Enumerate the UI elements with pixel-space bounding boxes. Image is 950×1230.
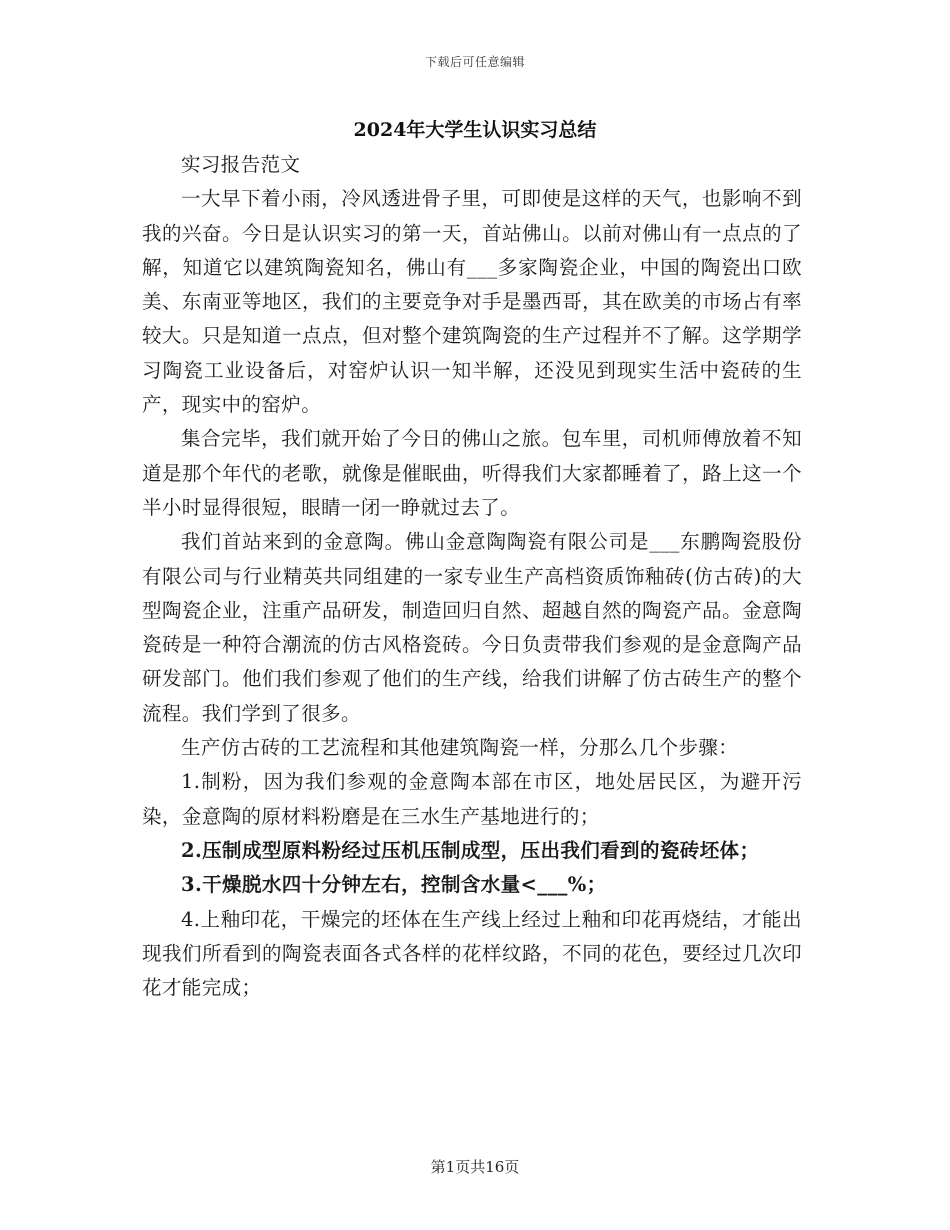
paragraph: 一大早下着小雨，冷风透进骨子里，可即使是这样的天气，也影响不到我的兴奋。今日是认识实习的第一天，首站佛山。以前对佛山有一点点的了解，知道它以建筑陶瓷知名，佛山有___多家陶瓷企业，中国的陶瓷出口欧美、东南亚等地区，我们的主要竞争对手是墨西哥，其在欧美的市场占有率较大。只是知道一点点，但对整个建筑陶瓷的生产过程并不了解。这学期学习陶瓷工业设备后，对窑炉认识一知半解，还没见到现实生活中瓷砖的生产，现实中的窑炉。 [142, 187, 802, 417]
paragraph-subtitle: 实习报告范文 [181, 153, 301, 176]
document-title: 2024年大学生认识实习总结 [353, 119, 597, 141]
step-item-bold: 3.干燥脱水四十分钟左右，控制含水量<___%； [181, 873, 607, 897]
page-number: 第1页共16页 [430, 1158, 520, 1176]
step-item: 4.上釉印花，干燥完的坯体在生产线上经过上釉和印花再烧结，才能出现我们所看到的陶瓷表面各式各样的花样纹路，不同的花色，要经过几次印花才能完成； [142, 907, 802, 1000]
step-item-bold: 2.压制成型原料粉经过压机压制成型，压出我们看到的瓷砖坯体； [181, 838, 760, 862]
paragraph: 集合完毕，我们就开始了今日的佛山之旅。包车里，司机师傅放着不知道是那个年代的老歌，就像是催眠曲，听得我们大家都睡着了，路上这一个半小时显得很短，眼睛一闭一睁就过去了。 [142, 427, 802, 519]
document-body [142, 148, 802, 1005]
page-header-note: 下载后可任意编辑 [424, 55, 525, 69]
step-item: 1.制粉，因为我们参观的金意陶本部在市区，地处居民区，为避开污染，金意陶的原材料粉磨是在三水生产基地进行的； [142, 770, 802, 828]
paragraph: 我们首站来到的金意陶。佛山金意陶陶瓷有限公司是___东鹏陶瓷股份有限公司与行业精英共同组建的一家专业生产高档资质饰釉砖(仿古砖)的大型陶瓷企业，注重产品研发，制造回归自然、超越自然的陶瓷产品。金意陶瓷砖是一种符合潮流的仿古风格瓷砖。今日负责带我们参观的是金意陶产品研发部门。他们我们参观了他们的生产线，给我们讲解了仿古砖生产的整个流程。我们学到了很多。 [142, 530, 802, 725]
paragraph: 生产仿古砖的工艺流程和其他建筑陶瓷一样，分那么几个步骤： [181, 736, 739, 760]
